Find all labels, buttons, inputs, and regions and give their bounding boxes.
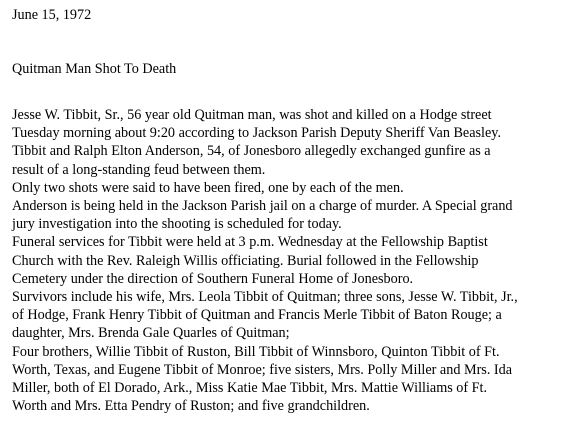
article-line: Anderson is being held in the Jackson Parish jail on a charge of murder. A Special grand: [12, 198, 513, 215]
article-body: [12, 106, 563, 415]
article-line: Cemetery under the direction of Southern Funeral Home of Jonesboro.: [12, 270, 414, 287]
article-line: Tuesday morning about 9:20 according to Jackson Parish Deputy Sheriff Van Beasley.: [12, 125, 502, 142]
article-line: daughter, Mrs. Brenda Gale Quarles of Quitman;: [12, 325, 290, 342]
article-line: of Hodge, Frank Henry Tibbit of Quitman and Francis Merle Tibbit of Baton Rouge; a: [12, 307, 502, 324]
article-headline: Quitman Man Shot To Death: [12, 61, 177, 77]
article-line: Miller, both of El Dorado, Ark., Miss Katie Mae Tibbit, Mrs. Mattie Williams of Ft.: [12, 380, 488, 397]
article-line: Four brothers, Willie Tibbit of Ruston, Bill Tibbit of Winnsboro, Quinton Tibbit of Ft.: [12, 343, 500, 360]
article-line: Church with the Rev. Raleigh Willis officiating. Burial followed in the Fellowship: [12, 252, 479, 269]
article-line: Funeral services for Tibbit were held at 3 p.m. Wednesday at the Fellowship Baptist: [12, 234, 488, 251]
article-line: Only two shots were said to have been fired, one by each of the men.: [12, 179, 404, 196]
article-line: Jesse W. Tibbit, Sr., 56 year old Quitman man, was shot and killed on a Hodge street: [12, 107, 492, 123]
article-line: Tibbit and Ralph Elton Anderson, 54, of Jonesboro allegedly exchanged gunfire as a: [12, 143, 491, 160]
article-line: result of a long-standing feud between them.: [12, 161, 266, 178]
article-line: jury investigation into the shooting is scheduled for today.: [12, 216, 342, 233]
article-line: Survivors include his wife, Mrs. Leola Tibbit of Quitman; three sons, Jesse W. Tibbit, Jr.,: [12, 289, 518, 306]
document-date: June 15, 1972: [12, 7, 92, 23]
article-line: Worth and Mrs. Etta Pendry of Ruston; and five grandchildren.: [12, 398, 370, 415]
article-line: Worth, Texas, and Eugene Tibbit of Monroe; five sisters, Mrs. Polly Miller and Mrs. Ida: [12, 361, 513, 378]
